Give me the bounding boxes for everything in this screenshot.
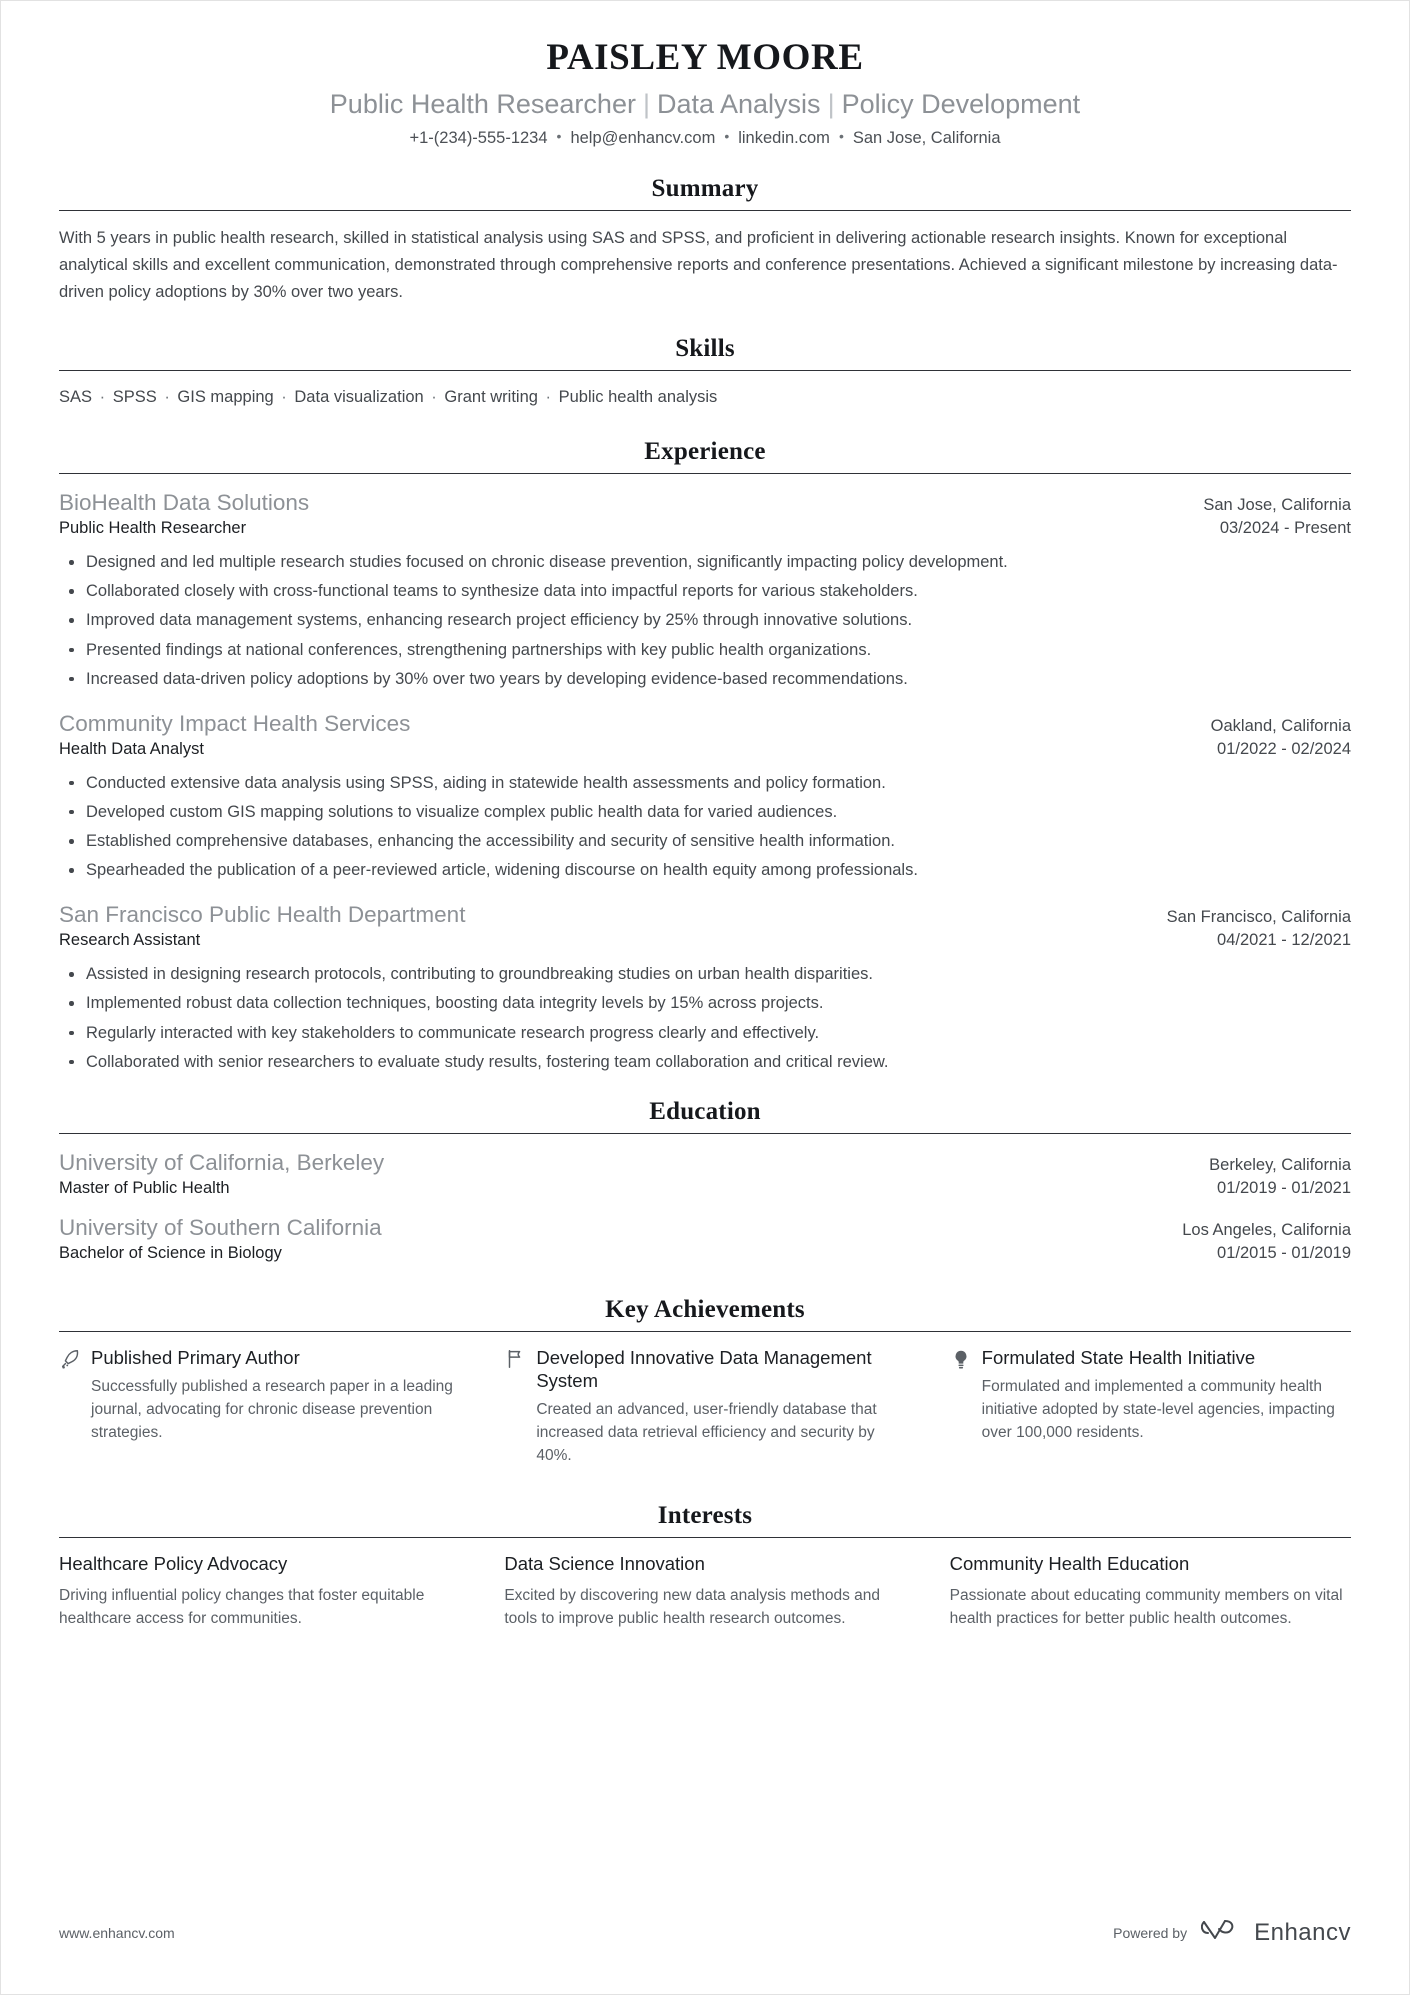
section-title-experience: Experience (644, 438, 766, 466)
headline-part-1: Public Health Researcher (329, 88, 636, 119)
achievement-title: Developed Innovative Data Management System (536, 1347, 872, 1392)
skill-item: Data visualization (294, 388, 424, 407)
section-rule-experience (59, 473, 1351, 474)
headline-separator-2: | (827, 88, 835, 119)
job-bullet: Spearheaded the publication of a peer-reviewed article, widening discourse on health equity among professionals. (59, 858, 1351, 882)
candidate-name: PAISLEY MOORE (546, 37, 864, 78)
section-experience (59, 438, 1351, 1074)
skill-separator: · (159, 388, 175, 407)
footer-branding (1113, 1917, 1351, 1948)
experience-entry-header (59, 709, 1351, 738)
brand-name: Enhancv (1254, 1918, 1351, 1946)
interest-title: Data Science Innovation (504, 1553, 705, 1575)
section-key-achievements (59, 1296, 1351, 1468)
education-entry-subheader (59, 1177, 1351, 1201)
contact-separator-3: • (838, 127, 844, 144)
skill-item: Public health analysis (558, 388, 718, 407)
experience-entry (59, 900, 1351, 1073)
achievement-item (59, 1346, 460, 1468)
experience-entry (59, 709, 1351, 882)
flag-icon (504, 1348, 526, 1372)
interest-item (950, 1552, 1351, 1631)
job-bullet: Established comprehensive databases, enhancing the accessibility and security of sensitive health information. (59, 829, 1351, 853)
job-title: Health Data Analyst (59, 739, 204, 758)
section-summary (59, 175, 1351, 305)
employer-location: San Jose, California (1203, 496, 1351, 515)
job-bullet-list (59, 550, 1351, 690)
education-entry (59, 1213, 1351, 1266)
interest-title: Community Health Education (949, 1553, 1190, 1575)
job-bullet: Developed custom GIS mapping solutions to visualize complex public health data for varied audiences. (59, 800, 1351, 824)
headline-part-2: Data Analysis (656, 88, 821, 119)
skill-item: SPSS (112, 388, 157, 407)
experience-entry-header (59, 900, 1351, 929)
interest-description: Excited by discovering new data analysis methods and tools to improve public health research outcomes. (504, 1587, 880, 1628)
skill-separator: · (540, 388, 556, 407)
achievement-description: Successfully published a research paper in a leading journal, advocating for chronic disease prevention strategies. (91, 1378, 453, 1441)
education-entry-list (59, 1148, 1351, 1266)
section-title-summary: Summary (651, 175, 759, 203)
section-rule-skills (59, 370, 1351, 371)
section-title-interests: Interests (657, 1502, 753, 1530)
lightbulb-icon (950, 1348, 972, 1372)
job-bullet: Regularly interacted with key stakeholders to communicate research progress clearly and effectively. (59, 1021, 1351, 1045)
achievement-title: Formulated State Health Initiative (981, 1347, 1256, 1368)
achievement-item (504, 1346, 905, 1468)
achievement-item (950, 1346, 1351, 1468)
section-rule-summary (59, 210, 1351, 211)
skill-item: Grant writing (444, 388, 538, 407)
job-bullet: Presented findings at national conferences, strengthening partnerships with key public health organizations. (59, 638, 1351, 662)
section-rule-education (59, 1133, 1351, 1134)
achievements-grid (59, 1346, 1351, 1468)
education-entry-header (59, 1213, 1351, 1242)
contact-email[interactable]: help@enhancv.com (570, 128, 716, 147)
job-dates: 04/2021 - 12/2021 (1217, 931, 1351, 950)
employer-name: San Francisco Public Health Department (59, 902, 466, 928)
job-dates: 01/2022 - 02/2024 (1217, 739, 1351, 758)
powered-by-label: Powered by (1113, 1924, 1188, 1941)
achievement-body (982, 1346, 1351, 1445)
section-title-education: Education (649, 1097, 761, 1125)
job-title: Research Assistant (59, 931, 201, 950)
skill-separator: · (426, 388, 442, 407)
job-bullet: Collaborated with senior researchers to evaluate study results, fostering team collaboration and critical review. (59, 1050, 1351, 1074)
achievement-body (536, 1346, 905, 1468)
degree-dates: 01/2019 - 01/2021 (1217, 1178, 1351, 1197)
section-interests (59, 1502, 1351, 1631)
education-entry (59, 1148, 1351, 1201)
job-bullet: Increased data-driven policy adoptions by 30% over two years by developing evidence-based recommendations. (59, 667, 1351, 691)
contact-row (59, 128, 1351, 149)
rocket-icon (59, 1348, 81, 1372)
achievement-body (91, 1346, 460, 1445)
school-location: Berkeley, California (1209, 1155, 1351, 1174)
education-entry-subheader (59, 1242, 1351, 1266)
interest-title: Healthcare Policy Advocacy (59, 1553, 288, 1575)
job-bullet-list (59, 962, 1351, 1073)
contact-location: San Jose, California (852, 128, 1001, 147)
section-rule-key-achievements (59, 1331, 1351, 1332)
experience-entry-subheader (59, 929, 1351, 953)
job-bullet: Conducted extensive data analysis using SPSS, aiding in statewide health assessments and policy formation. (59, 771, 1351, 795)
headline-separator-1: | (642, 88, 650, 119)
job-title: Public Health Researcher (59, 519, 247, 538)
employer-location: Oakland, California (1210, 716, 1351, 735)
experience-entry-subheader (59, 738, 1351, 762)
job-bullet: Collaborated closely with cross-functional teams to synthesize data into impactful reports for various stakeholders. (59, 579, 1351, 603)
interests-grid (59, 1552, 1351, 1631)
skill-separator: · (276, 388, 292, 407)
employer-location: San Francisco, California (1166, 908, 1351, 927)
experience-entry-subheader (59, 517, 1351, 541)
footer-website-link[interactable]: www.enhancv.com (59, 1924, 175, 1941)
section-rule-interests (59, 1537, 1351, 1538)
summary-text: With 5 years in public health research, skilled in statistical analysis using SAS and SPSS, and proficient in delivering actionable research insights. Known for exceptional analytical skills and excellent communication, demonstrated through comprehensive reports and conference presentations. Achieved a significant milestone by increasing data-driven policy adoptions by 30% over two years. (59, 229, 1338, 301)
interest-description: Passionate about educating community members on vital health practices for better public health outcomes. (949, 1587, 1343, 1628)
employer-name: BioHealth Data Solutions (59, 490, 310, 516)
skills-list (59, 385, 1351, 410)
section-title-key-achievements: Key Achievements (605, 1296, 805, 1323)
section-title-skills: Skills (675, 335, 735, 363)
achievement-title: Published Primary Author (91, 1347, 300, 1368)
interest-item (59, 1552, 460, 1631)
experience-entry-list (59, 488, 1351, 1074)
contact-separator-2: • (724, 127, 730, 144)
job-dates: 03/2024 - Present (1219, 519, 1351, 538)
brand-logo (1201, 1917, 1351, 1948)
experience-entry-header (59, 488, 1351, 517)
candidate-headline (59, 88, 1351, 121)
experience-entry (59, 488, 1351, 691)
resume-header (59, 39, 1351, 149)
skill-item: GIS mapping (177, 388, 274, 407)
skill-separator: · (95, 388, 110, 407)
job-bullet: Assisted in designing research protocols, contributing to groundbreaking studies on urban health disparities. (59, 962, 1351, 986)
skill-item: SAS (59, 388, 93, 407)
contact-linkedin[interactable]: linkedin.com (738, 128, 830, 147)
contact-phone: +1-(234)-555-1234 (409, 128, 548, 147)
degree-title: Master of Public Health (59, 1178, 230, 1197)
degree-title: Bachelor of Science in Biology (59, 1244, 282, 1263)
job-bullet: Improved data management systems, enhancing research project efficiency by 25% through innovative solutions. (59, 608, 1351, 632)
enhancv-logo-icon (1201, 1917, 1245, 1948)
contact-separator-1: • (556, 127, 562, 144)
education-entry-header (59, 1148, 1351, 1177)
job-bullet: Implemented robust data collection techniques, boosting data integrity levels by 15% across projects. (59, 991, 1351, 1015)
degree-dates: 01/2015 - 01/2019 (1217, 1244, 1351, 1263)
interest-description: Driving influential policy changes that foster equitable healthcare access for communities. (59, 1587, 425, 1628)
section-skills (59, 335, 1351, 410)
page-footer (59, 1917, 1351, 1948)
school-name: University of California, Berkeley (59, 1149, 385, 1175)
job-bullet: Designed and led multiple research studies focused on chronic disease prevention, significantly impacting policy development. (59, 550, 1351, 574)
achievement-description: Formulated and implemented a community health initiative adopted by state-level agencies, impacting over 100,000 residents. (981, 1378, 1335, 1441)
school-name: University of Southern California (59, 1214, 382, 1240)
achievement-description: Created an advanced, user-friendly database that increased data retrieval efficiency and security by 40%. (536, 1401, 877, 1465)
headline-part-3: Policy Development (841, 88, 1081, 119)
employer-name: Community Impact Health Services (59, 710, 411, 736)
interest-item (504, 1552, 905, 1631)
school-location: Los Angeles, California (1182, 1220, 1351, 1239)
job-bullet-list (59, 771, 1351, 882)
section-education (59, 1098, 1351, 1266)
